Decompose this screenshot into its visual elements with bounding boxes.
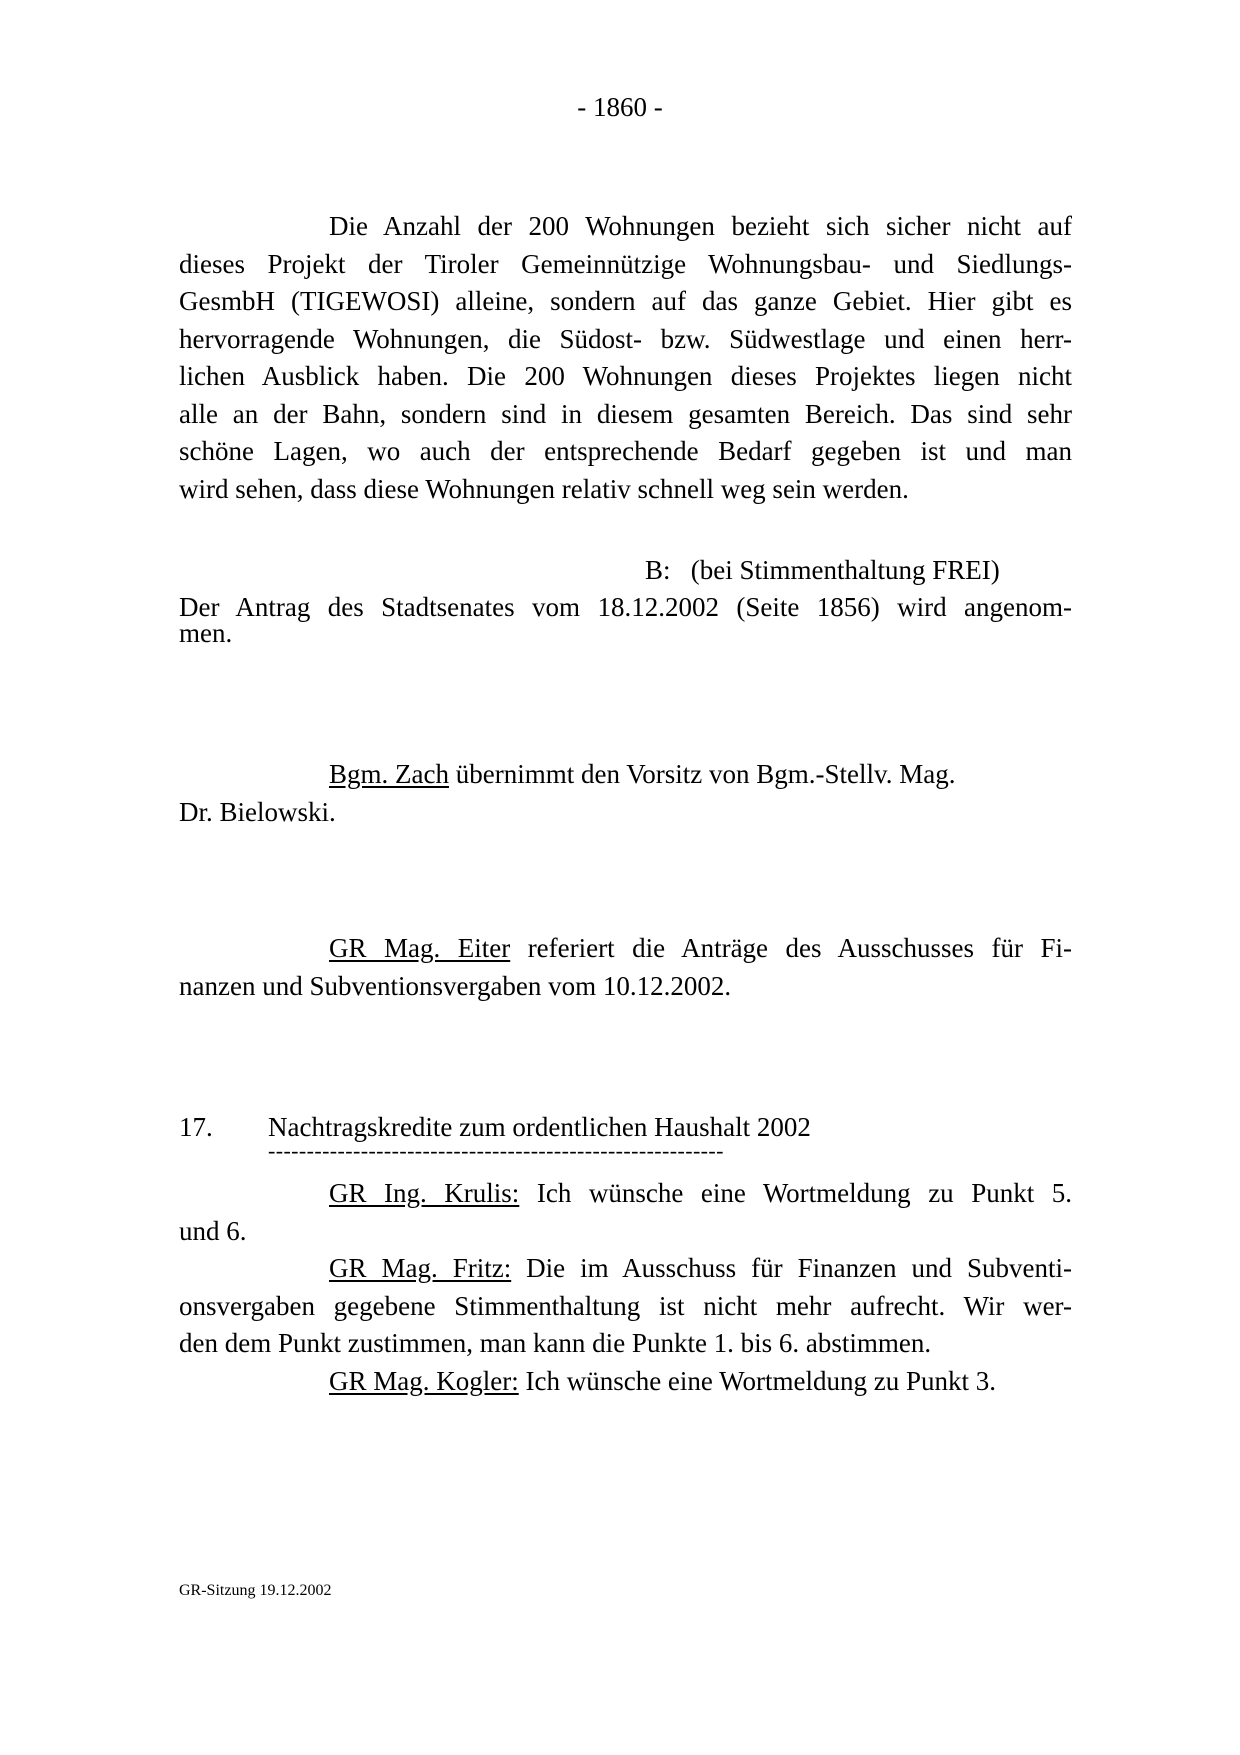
speaker-name: GR Mag. Eiter	[329, 933, 511, 963]
footer: GR-Sitzung 19.12.2002	[179, 1582, 332, 1599]
chair-line	[179, 756, 1072, 794]
paragraph-line: wird sehen, dass diese Wohnungen relativ schnell weg sein werden.	[179, 473, 909, 504]
speaker-name: GR Mag. Fritz:	[329, 1253, 512, 1283]
report-text: referiert die Anträge des Ausschusses für Fi-	[510, 933, 1072, 963]
decision-text	[179, 594, 1072, 646]
speaker-name: Bgm. Zach	[329, 759, 449, 789]
statement-krulis	[179, 1175, 1072, 1213]
speaker-name: GR Mag. Kogler:	[329, 1365, 519, 1396]
statement-text: Die im Ausschuss für Finanzen und Subventi-	[511, 1253, 1072, 1283]
decision-b: B:	[645, 555, 671, 585]
decision-line: Der Antrag des Stadtsenates vom 18.12.2002 (Seite 1856) wird angenom-	[179, 592, 1072, 622]
paragraph-line: schöne Lagen, wo auch der entsprechende Bedarf gegeben ist und man	[179, 436, 1072, 466]
paragraph-wohnungen	[179, 208, 1072, 508]
statement-line: onsvergaben gegebene Stimmenthaltung ist nicht mehr aufrecht. Wir wer-	[179, 1290, 1072, 1321]
page-number: - 1860 -	[577, 92, 663, 122]
statement-kogler	[179, 1363, 1072, 1401]
item-title: Nachtragskredite zum ordentlichen Haushalt 2002	[268, 1112, 811, 1142]
report-line	[179, 930, 1072, 968]
report-paragraph	[179, 930, 1072, 1005]
paragraph-line: dieses Projekt der Tiroler Gemeinnützige Wohnungsbau- und Siedlungs-	[179, 248, 1072, 279]
item-number: 17.	[179, 1112, 213, 1142]
paragraph-line: alle an der Bahn, sondern sind in diesem gesamten Bereich. Das sind sehr	[179, 398, 1072, 429]
paragraph-line: hervorragende Wohnungen, die Südost- bzw. Südwestlage und einen herr-	[179, 323, 1072, 354]
item-rule: -----------------------------------------------------------	[268, 1138, 724, 1163]
statement-fritz	[179, 1250, 1072, 1288]
chair-line: Dr. Bielowski.	[179, 796, 336, 827]
paragraph-line: Die Anzahl der 200 Wohnungen bezieht sich sicher nicht auf	[329, 211, 1072, 241]
statements	[179, 1175, 1072, 1400]
chair-paragraph	[179, 756, 1072, 831]
decision-line: men.	[179, 618, 233, 648]
chair-text: übernimmt den Vorsitz von Bgm.-Stellv. Mag.	[448, 759, 956, 789]
statement-text: Ich wünsche eine Wortmeldung zu Punkt 5.	[519, 1178, 1073, 1208]
statement-line: den dem Punkt zustimmen, man kann die Punkte 1. bis 6. abstimmen.	[179, 1328, 932, 1358]
speaker-name: GR Ing. Krulis:	[329, 1178, 520, 1208]
decision-label	[645, 555, 1000, 586]
decision-note: (bei Stimmenthaltung FREI)	[690, 555, 1000, 585]
statement-text: Ich wünsche eine Wortmeldung zu Punkt 3.	[518, 1365, 996, 1396]
report-line: nanzen und Subventionsvergaben vom 10.12.2002.	[179, 970, 732, 1001]
paragraph-line: GesmbH (TIGEWOSI) alleine, sondern auf das ganze Gebiet. Hier gibt es	[179, 286, 1072, 316]
statement-line: und 6.	[179, 1215, 247, 1246]
paragraph-line: lichen Ausblick haben. Die 200 Wohnungen dieses Projektes liegen nicht	[179, 361, 1072, 391]
